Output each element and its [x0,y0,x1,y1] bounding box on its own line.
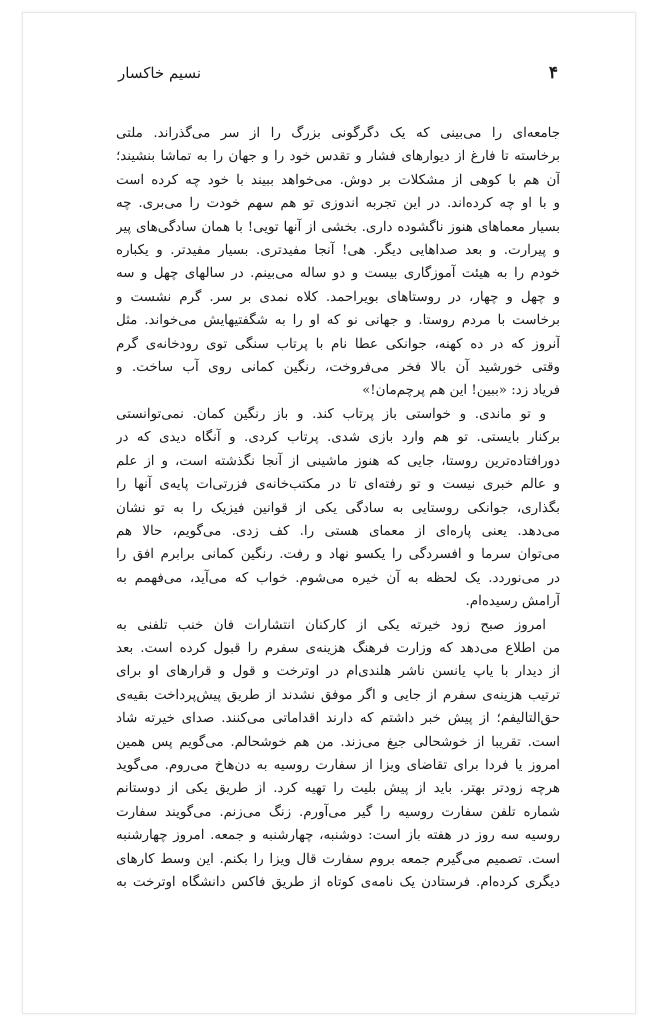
text-line: و پیرارت. و بعد صداهایی دیگر. هی! آنجا مفیدتری. بسیار مفیدتر. و یکباره [116,243,560,259]
text-line: هرچه زودتر بهتر. باید از پیش بلیت را تهیه کرد. از طریق یکی از دوستانم [116,781,560,797]
page-number: ۴ [548,63,558,83]
text-line: جامعه‌ای را می‌بینی که یک دگرگونی بزرگ را از سر می‌گذراند. ملتی [116,126,560,141]
text-line: بسیار معماهای هنوز ناگشوده داری. بخشی از آنها تویی! با همان سادگی‌های پیر [116,219,560,235]
text-line: آنروز که در ده کهنه، جوانکی عطا نام با پرتاب سنگی توی رودخانه‌ی گرم [116,336,560,352]
paragraph [116,403,560,614]
text-line: برخاسته تا فارغ از دیوارهای فشار و تقدس خود را و جهان را به تماشا بنشیند؛ [116,149,560,165]
text-line: در می‌نوردد. یک لحظه به آن خیره می‌شوم. خواب که می‌آید، می‌فهمم به [116,570,560,586]
text-line: شماره تلفن سفارت روسیه را گیر می‌آورم. زنگ می‌زنم. می‌گویند سفارت [116,804,560,820]
text-line: برکنار بایستی. تو هم وارد بازی شدی. پرتاب کردی. و آنگاه دیدی که در [116,430,560,446]
text-line: دورافتاده‌ترین روستا، جایی که هنوز ماشینی از آنجا نگذشته است، و از علم [116,453,560,469]
text-line: و چهل و چهار، در روستاهای بویراحمد. کلاه نمدی بر سر. گرم نشست و [116,289,560,305]
paragraph [116,614,560,895]
text-line: و عالم خبری نیست و تو رفته‌ای تا در مکتب‌خانه‌ی فزرتی‌ات پایه‌ی آنها را [116,477,560,493]
text-line: برخاست با مردم روستا. و جهانی نو که او را به شگفتیهایش می‌خواند. مثل [116,313,560,329]
text-line: و با او چه کرده‌اند. در این تجربه اندوزی تو هم سهم خودت را می‌بری. چه [116,196,560,212]
text-line: امروز یا فردا برای تقاضای ویزا از سفارت روسیه به دن‌هاخ می‌روم. می‌گوید [116,757,560,773]
text-line: وقتی خورشید آن بالا فخر می‌فروخت، رنگین کمانی روی آب ساخت. و [116,360,560,376]
text-line: است. تصمیم می‌گیرم جمعه بروم سفارت قال ویزا را بکنم. این وسط کارهای [116,851,560,867]
body-text [116,122,560,894]
text-line: و تو ماندی. و خواستی باز پرتاب کند. و باز رنگین کمان. نمی‌توانستی [116,406,546,422]
text-line: از دیدار با یاپ یانسن ناشر هلندی‌ام در اوترخت و قول و قرارهای او برای [116,664,560,680]
paragraph [116,122,560,403]
text-line: می‌توان سرما و افسردگی را یکسو نهاد و رفت. رنگین کمانی برابرم افق را [116,547,560,563]
text-line: آرامش رسیده‌ام. [465,594,560,610]
text-line: فریاد زد: «ببین! این هم پرچم‌مان!» [362,383,560,399]
running-header [118,62,558,86]
text-line: بگذاری، جوانکی روستایی به سادگی یکی از قوانین فیزیک را به تو نشان [116,500,560,516]
text-line: امروز صبح زود خیرته یکی از کارکنان انتشارات فان خنب تلفنی به [116,617,546,633]
text-line: حق‌التالیفم؛ از پیش خبر داشتم که دارند اقداماتی می‌کنند. صدای خیرته شاد [116,711,560,727]
text-line: خودم را به هیئت آموزگاری بیست و دو ساله می‌بینم. در سالهای چهل و سه [116,266,560,282]
text-line: روسیه سه روز در هفته باز است: دوشنبه، چهارشنبه و جمعه. امروز چهارشنبه [116,828,560,844]
text-line: ترتیب هزینه‌ی سفرم از جایی و اگر موفق نشدند از طریق پیش‌پرداخت بقیه‌ی [116,687,560,703]
text-line: است. تقریبا از خوشحالی جیغ می‌زند. من هم خوشحالم. می‌گویم پس همین [116,734,560,750]
text-line: من اطلاع می‌دهد که وزارت فرهنگ هزینه‌ی سفرم را قبول کرده است. بعد [116,640,560,656]
book-title: نسیم خاکسار [118,64,202,82]
text-line: آن هم با کوهی از مشکلات بر دوش. می‌خواهد ببیند با خود چه کرده است [116,172,560,188]
text-line: می‌دهد. یعنی پاره‌ای از معمای هستی را. کف زدی. می‌گویم، حالا هم [116,523,560,539]
text-line: دیگری کرده‌ام. فرستادن یک نامه‌ی کوتاه از طریق فاکس دانشگاه اوترخت به [116,875,560,890]
